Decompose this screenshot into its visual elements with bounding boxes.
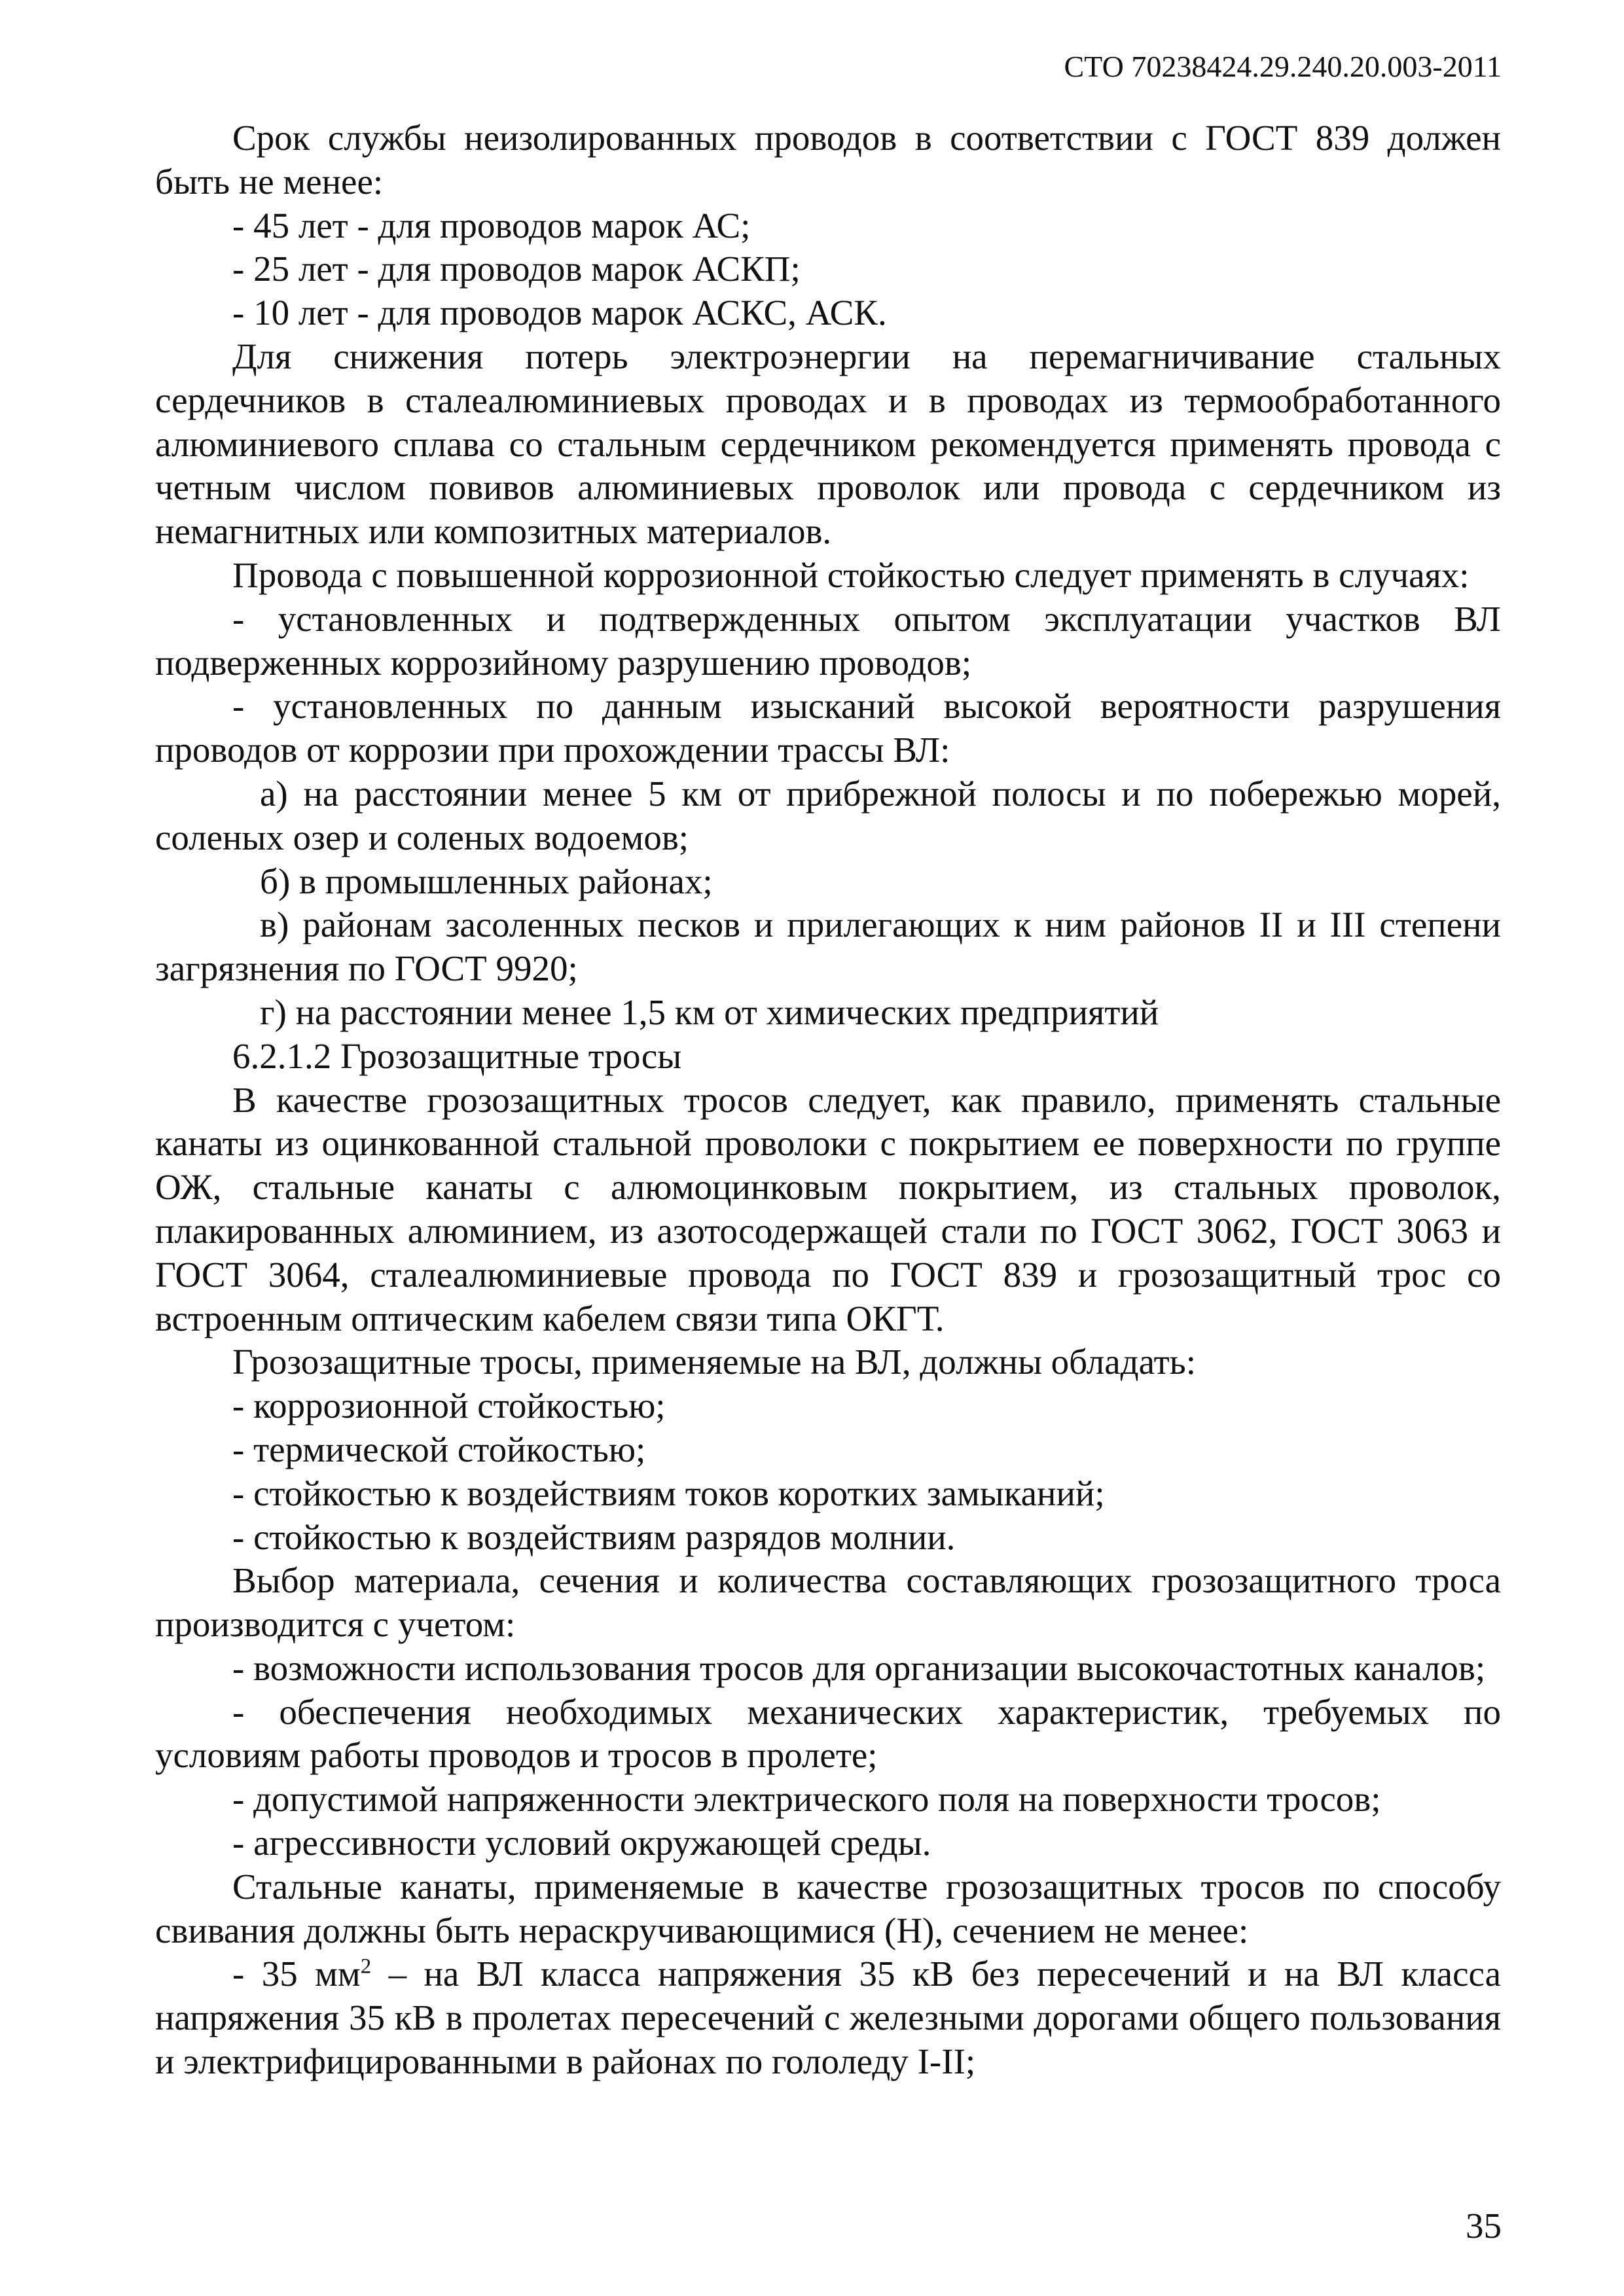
- paragraph-22: - обеспечения необходимых механических характеристик, требуемых по условиям работы проводов и тросов в пролете;: [155, 1691, 1501, 1776]
- paragraph-8: - установленных по данным изысканий высокой вероятности разрушения проводов от коррозии при прохождении трассы ВЛ:: [155, 686, 1501, 770]
- paragraph-11: в) районам засоленных песков и прилегающих к ним районов II и III степени загрязнения по ГОСТ 9920;: [155, 905, 1501, 989]
- paragraph-18: - стойкостью к воздействиям токов коротких замыканий;: [232, 1473, 1105, 1513]
- document-body: [155, 117, 1501, 2084]
- paragraph-10: б) в промышленных районах;: [260, 861, 713, 901]
- paragraph-15: Грозозащитные тросы, применяемые на ВЛ, должны обладать:: [232, 1342, 1197, 1382]
- paragraph-14: В качестве грозозащитных тросов следует, как правило, применять стальные канаты из оцинкованной стальной проволоки с покрытием ее поверхности по группе ОЖ, стальные канаты с алюмоцинковым покрытием, из стальных проволок, плакированных алюминием, из азотосодержащей стали по ГОСТ 3062, ГОСТ 3063 и ГОСТ 3064, сталеалюминиевые провода по ГОСТ 839 и грозозащитный трос со встроенным оптическим кабелем связи типа ОКГТ.: [155, 1079, 1501, 1338]
- last-item-before: - 35 мм: [232, 1954, 361, 1994]
- superscript-2: 2: [360, 1955, 372, 1979]
- paragraph-24: - агрессивности условий окружающей среды.: [232, 1823, 931, 1863]
- paragraph-2: - 45 лет - для проводов марок АС;: [232, 205, 751, 245]
- paragraph-3: - 25 лет - для проводов марок АСКП;: [232, 249, 801, 289]
- paragraph-7: - установленных и подтвержденных опытом эксплуатации участков ВЛ подверженных коррозийному разрушению проводов;: [155, 598, 1501, 683]
- paragraph-6: Провода с повышенной коррозионной стойкостью следует применять в случаях:: [232, 554, 1470, 595]
- document-code-header: СТО 70238424.29.240.20.003-2011: [1064, 50, 1502, 83]
- paragraph-9: а) на расстоянии менее 5 км от прибрежной полосы и по побережью морей, соленых озер и соленых водоемов;: [155, 773, 1501, 857]
- paragraph-13: 6.2.1.2 Грозозащитные тросы: [232, 1035, 682, 1076]
- paragraph-4: - 10 лет - для проводов марок АСКС, АСК.: [232, 293, 887, 333]
- paragraph-5: Для снижения потерь электроэнергии на перемагничивание стальных сердечников в сталеалюминиевых проводах и в проводах из термообработанного алюминиевого сплава со стальным сердечником рекомендуется применять провода с четным числом повивов алюминиевых проволок или провода с сердечником из немагнитных или композитных материалов.: [155, 336, 1501, 552]
- page-number: 35: [1466, 2206, 1502, 2246]
- paragraph-16: - коррозионной стойкостью;: [232, 1386, 666, 1426]
- paragraph-25: Стальные канаты, применяемые в качестве грозозащитных тросов по способу свивания должны быть нераскручивающимися (Н), сечением не менее:: [155, 1866, 1501, 1950]
- paragraph-19: - стойкостью к воздействиям разрядов молнии.: [232, 1516, 956, 1557]
- paragraph-1: Срок службы неизолированных проводов в соответствии с ГОСТ 839 должен быть не менее:: [155, 118, 1501, 202]
- paragraph-20: Выбор материала, сечения и количества составляющих грозозащитного троса производится с учетом:: [155, 1560, 1501, 1645]
- paragraph-21: - возможности использования тросов для организации высокочастотных каналов;: [232, 1647, 1486, 1688]
- last-item-after: – на ВЛ класса напряжения 35 кВ без пересечений и на ВЛ класса напряжения 35 кВ в пролетах пересечений с железными дорогами общего пользования и электрифицированными в районах по гололеду I-II;: [155, 1954, 1501, 2082]
- paragraph-last-item: [155, 1952, 1501, 2083]
- paragraph-23: - допустимой напряженности электрического поля на поверхности тросов;: [232, 1779, 1381, 1820]
- paragraph-12: г) на расстоянии менее 1,5 км от химических предприятий: [260, 992, 1159, 1032]
- paragraph-17: - термической стойкостью;: [232, 1429, 646, 1469]
